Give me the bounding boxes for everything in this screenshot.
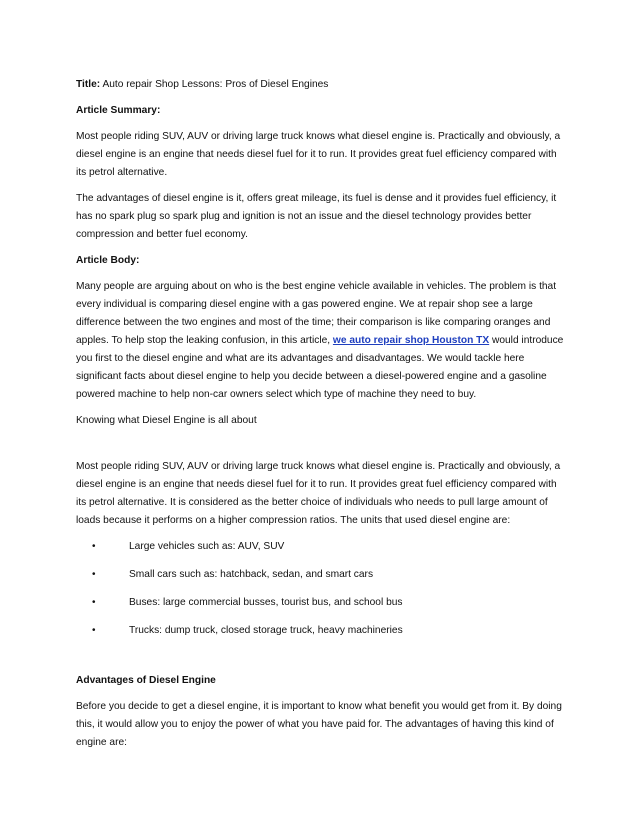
list-item <box>92 538 568 556</box>
title-label: Title: <box>76 79 101 90</box>
summary-heading: Article Summary: <box>76 105 161 116</box>
body-paragraph-1 <box>76 278 568 404</box>
body-heading: Article Body: <box>76 255 140 266</box>
bullet-icon: • <box>92 625 96 636</box>
advantages-paragraph: Before you decide to get a diesel engine, it is important to know what benefit you would get from it. By doing this, it would allow you to enjoy the power of what you have paid for. The advantages of having this kind of engine are: <box>76 701 562 748</box>
title-line <box>76 76 568 94</box>
list-item <box>92 594 568 612</box>
spacer <box>76 430 568 458</box>
spacer <box>76 650 568 672</box>
bullet-icon: • <box>92 541 96 552</box>
list-item <box>92 566 568 584</box>
bullet-icon: • <box>92 569 96 580</box>
list-item-text: Small cars such as: hatchback, sedan, and smart cars <box>129 569 374 580</box>
list-item-text: Large vehicles such as: AUV, SUV <box>129 541 285 552</box>
advantages-heading: Advantages of Diesel Engine <box>76 675 216 686</box>
bullet-icon: • <box>92 597 96 608</box>
engine-units-list <box>76 538 568 640</box>
title-text: Auto repair Shop Lessons: Pros of Diesel Engines <box>102 79 329 90</box>
summary-paragraph-2: The advantages of diesel engine is it, offers great mileage, its fuel is dense and it provides fuel efficiency, it has no spark plug so spark plug and ignition is not an issue and the diesel technology provides better compression and better fuel economy. <box>76 193 557 240</box>
body-paragraph-2: Most people riding SUV, AUV or driving large truck knows what diesel engine is. Practically and obviously, a diesel engine is an engine that needs diesel fuel for it to run. It provides great fuel efficiency compared with its petrol alternative. It is considered as the better choice of individuals who needs to pull large amount of loads because it performs on a higher compression ratios. The units that used diesel engine are: <box>76 461 561 526</box>
body-paragraph-1-text-b: would introduce you first to the diesel engine and what are its advantages and disadvantages. We would tackle here significant facts about diesel engine to help you decide between a diesel-powered engine and a gasoline powered machine to help non-car owners select which type of machine they need to buy. <box>76 335 564 400</box>
auto-repair-link[interactable]: we auto repair shop Houston TX <box>332 335 490 346</box>
knowing-line: Knowing what Diesel Engine is all about <box>76 415 257 426</box>
summary-paragraph-1: Most people riding SUV, AUV or driving large truck knows what diesel engine is. Practically and obviously, a diesel engine is an engine that needs diesel fuel for it to run. It provides great fuel efficiency compared with its petrol alternative. <box>76 131 561 178</box>
list-item-text: Buses: large commercial busses, tourist bus, and school bus <box>129 597 403 608</box>
list-item-text: Trucks: dump truck, closed storage truck, heavy machineries <box>129 625 403 636</box>
list-item <box>92 622 568 640</box>
body-paragraph-1-text-a: Many people are arguing about on who is the best engine vehicle available in vehicles. The problem is that every individual is comparing diesel engine with a gas powered engine. We at repair shop see a large difference between the two engines and most of the time; their comparison is like comparing oranges and apples. To help stop the leaking confusion, in this article, <box>76 281 557 346</box>
